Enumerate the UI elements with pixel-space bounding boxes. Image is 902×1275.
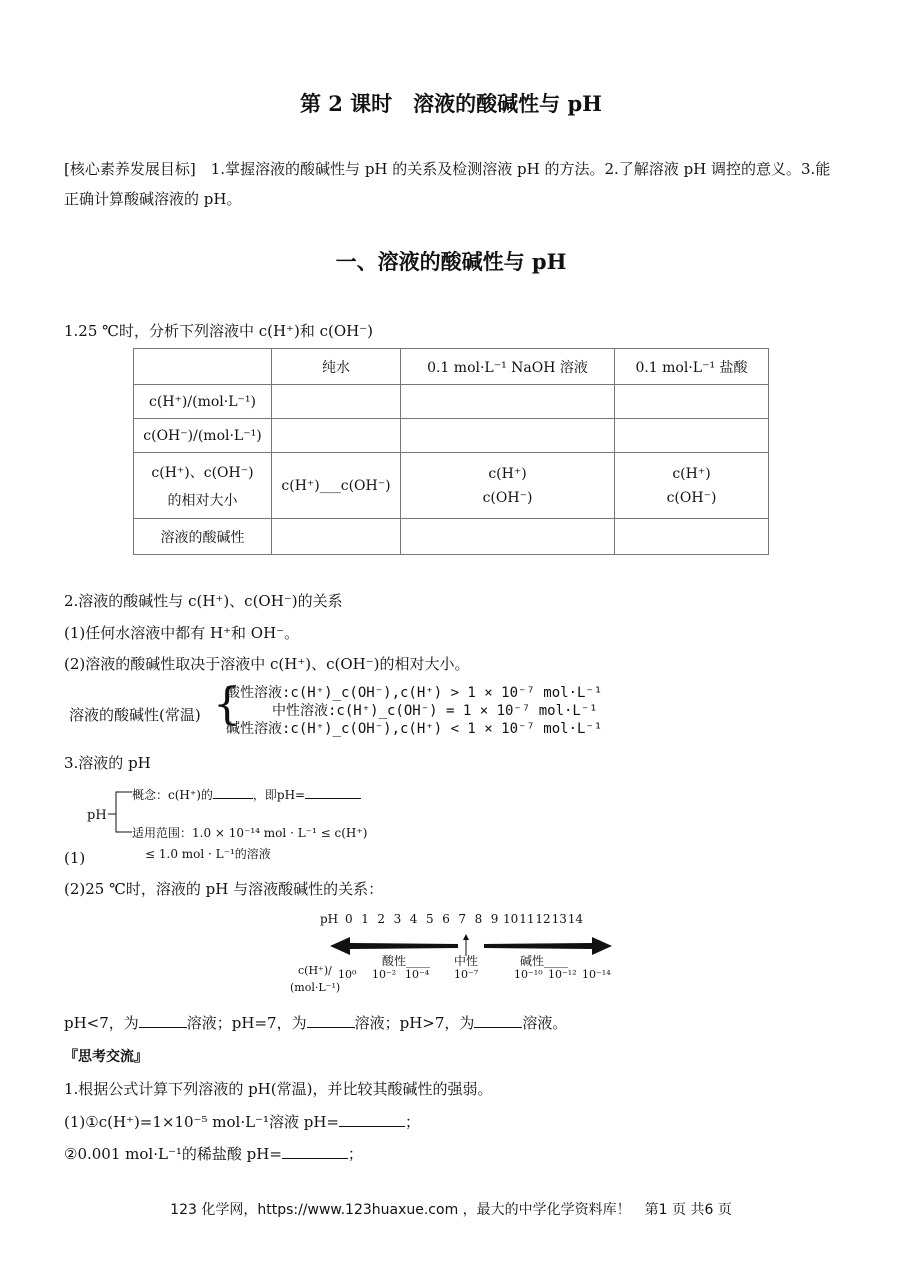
ph-concept: 概念：c(H⁺)的 ，即pH= [132,786,361,803]
base-label: 碱性____ [520,954,569,968]
think-title: 『思考交流』 [64,1049,148,1065]
q1-heading: 1.25 ℃时，分析下列溶液中 c(H⁺)和 c(OH⁻) [64,322,373,340]
ph-scale-label: pH [320,912,339,926]
blank-line [213,798,253,799]
goals-label: [核心素养发展目标] [64,160,196,178]
row-label-coh: c(OH⁻)/(mol·L⁻¹) [134,419,272,453]
footer: 123 化学网，https://www.123huaxue.com ，最大的中学化学资料库！ 第1 页 共6 页 [170,1202,732,1218]
acidity-neutral: 中性溶液:c(H⁺)_c(OH⁻) = 1 × 10⁻⁷ mol·L⁻¹ [272,703,598,719]
compare-water: c(H⁺)___c(OH⁻) [272,453,401,519]
think-a1: (1)①c(H⁺)=1×10⁻⁵ mol·L⁻¹溶液 pH= ； [64,1113,421,1131]
brace-icon: { [213,679,241,730]
ph-value: 8 [474,912,483,926]
acid-label: 酸性____ [382,954,431,968]
core-goals [64,154,839,214]
think-q1: 1.根据公式计算下列溶液的 pH(常温)，并比较其酸碱性的强弱。 [64,1080,493,1098]
conc-unit: (mol·L⁻¹) [290,981,341,994]
cell-input [401,385,615,419]
q3-heading: 3.溶液的 pH [64,754,151,772]
ph-rule: pH<7，为 溶液；pH=7，为 溶液；pH>7，为 溶液。 [64,1014,568,1032]
cell-input [615,419,769,453]
cell-input [272,385,401,419]
compare-naoh: c(H⁺) c(OH⁻) [401,453,615,519]
acidity-acid: 酸性溶液:c(H⁺)_c(OH⁻),c(H⁺) > 1 × 10⁻⁷ mol·L⁻¹ [226,685,603,701]
table-header-hcl: 0.1 mol·L⁻¹ 盐酸 [615,349,769,385]
conc-value: 10⁰ [338,968,357,981]
conc-value: 10⁻¹² [548,968,577,981]
row-label-ch: c(H⁺)/(mol·L⁻¹) [134,385,272,419]
blank-base [474,1027,522,1028]
page-title: 第 2 课时 溶液的酸碱性与 pH [299,91,603,116]
ph-range-2: ≤ 1.0 mol · L⁻¹的溶液 [145,847,271,861]
ph-root: pH [87,808,107,823]
bracket-icon [108,790,134,834]
ph-value: 1 [361,912,369,926]
conc-value: 10⁻¹⁴ [582,968,611,981]
conc-value: 10⁻¹⁰ [514,968,543,981]
cell-input [401,519,615,555]
cell-input [615,385,769,419]
ph-value: 2 [377,912,386,926]
cell-input [272,519,401,555]
table-header-water: 纯水 [272,349,401,385]
blank-answer [282,1158,348,1159]
q2-item-1: (1)任何水溶液中都有 H⁺和 OH⁻。 [64,624,300,642]
ph-value: 7 [458,912,467,926]
cell-input [272,419,401,453]
acidity-base: 碱性溶液:c(H⁺)_c(OH⁻),c(H⁺) < 1 × 10⁻⁷ mol·L⁻¹ [226,721,603,737]
q3-2: (2)25 ℃时，溶液的 pH 与溶液酸碱性的关系： [64,880,384,898]
blank-neutral [307,1027,355,1028]
conc-label: c(H⁺)/ [298,964,332,977]
ph-value: 9 [490,912,499,926]
section-title: 一、溶液的酸碱性与 pH [335,249,567,274]
ph-value: 5 [426,912,434,926]
blank-acid [139,1027,187,1028]
blank-line [305,798,361,799]
compare-hcl: c(H⁺) c(OH⁻) [615,453,769,519]
ph-value: 3 [393,912,402,926]
ph-value: 0 [345,912,353,926]
ph-value: 10 [503,912,519,926]
row-label-acidity: 溶液的酸碱性 [134,519,272,555]
table-header-empty [134,349,272,385]
blank-answer [339,1126,405,1127]
cell-input [615,519,769,555]
ph-scale [290,908,620,998]
table-header-naoh: 0.1 mol·L⁻¹ NaOH 溶液 [401,349,615,385]
ph-value: 11 [519,912,535,926]
ph-value: 6 [442,912,450,926]
item-label: (1) [64,849,86,867]
acidity-rows [226,684,602,738]
goals-text: 1.掌握溶液的酸碱性与 pH 的关系及检测溶液 pH 的方法。2.了解溶液 pH 调控的意义。3.能正确计算酸碱溶液的 pH。 [64,160,831,208]
ph-value: 13 [551,912,567,926]
ph-value: 14 [567,912,584,926]
acidity-label: 溶液的酸碱性(常温) [69,706,201,724]
ph-range-1: 适用范围：1.0 × 10⁻¹⁴ mol · L⁻¹ ≤ c(H⁺) [132,826,368,840]
ph-table [133,348,769,555]
conc-value: 10⁻² [372,968,397,981]
conc-value: 10⁻⁷ [454,968,479,981]
cell-input [401,419,615,453]
ph-value: 12 [535,912,551,926]
row-label-relative: c(H⁺)、c(OH⁻) 的相对大小 [134,453,272,519]
think-a2: ②0.001 mol·L⁻¹的稀盐酸 pH= ； [64,1145,363,1163]
ph-value: 4 [409,912,418,926]
conc-value: 10⁻⁴ [405,968,430,981]
q2-heading: 2.溶液的酸碱性与 c(H⁺)、c(OH⁻)的关系 [64,592,343,610]
q2-item-2: (2)溶液的酸碱性取决于溶液中 c(H⁺)、c(OH⁻)的相对大小。 [64,655,470,673]
neutral-label: 中性 [454,954,479,968]
